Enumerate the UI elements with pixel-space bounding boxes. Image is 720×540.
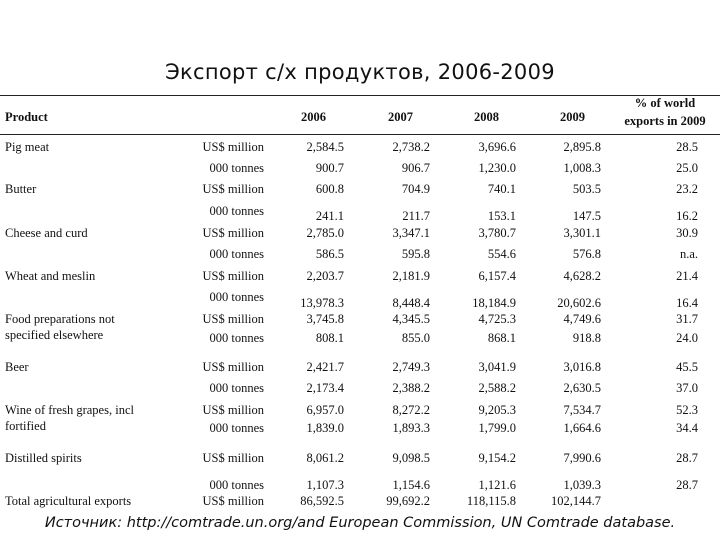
value-2006: 2,584.5 — [306, 140, 344, 154]
value-2008: 868.1 — [487, 331, 516, 345]
value-2009: 2,630.5 — [563, 381, 601, 395]
header-share-line1: % of world — [634, 96, 696, 110]
value-2007: 595.8 — [401, 247, 430, 261]
world-share: 52.3 — [676, 403, 698, 417]
product-label: Cheese and curd — [5, 226, 88, 240]
value-2007: 9,098.5 — [392, 451, 430, 465]
value-2006: 2,785.0 — [306, 226, 344, 240]
value-2009: 1,008.3 — [563, 161, 601, 175]
value-2006: 2,421.7 — [306, 360, 344, 374]
value-2007: 1,154.6 — [392, 478, 430, 492]
world-share: n.a. — [679, 247, 698, 261]
header-2008: 2008 — [474, 110, 499, 124]
value-2006: 1,107.3 — [306, 478, 344, 492]
product-label: Total agricultural exports — [5, 494, 132, 508]
product-label: Distilled spirits — [5, 451, 82, 465]
value-2008: 4,725.3 — [478, 312, 516, 326]
unit-cell: 000 tonnes — [209, 290, 264, 304]
source-note: Источник: http://comtrade.un.org/and European Commission, UN Comtrade database. — [44, 515, 676, 531]
product-label: Butter — [5, 182, 37, 196]
value-2006: 900.7 — [315, 161, 344, 175]
value-2007: 8,448.4 — [392, 296, 430, 310]
table-top-rule — [0, 95, 720, 96]
value-2008: 18,184.9 — [472, 296, 516, 310]
value-2007: 855.0 — [401, 331, 430, 345]
value-2007: 4,345.5 — [392, 312, 430, 326]
world-share: 28.7 — [676, 451, 698, 465]
value-2006: 2,203.7 — [306, 269, 344, 283]
world-share: 30.9 — [676, 226, 698, 240]
value-2009: 576.8 — [572, 247, 601, 261]
value-2007: 8,272.2 — [392, 403, 430, 417]
unit-cell: 000 tonnes — [209, 247, 264, 261]
product-label: Beer — [5, 360, 29, 374]
value-2009: 3,016.8 — [563, 360, 601, 374]
header-2007: 2007 — [388, 110, 413, 124]
unit-cell: US$ million — [202, 360, 264, 374]
world-share: 23.2 — [676, 182, 698, 196]
world-share: 28.5 — [676, 140, 698, 154]
unit-cell: 000 tonnes — [209, 161, 264, 175]
value-2006: 8,061.2 — [306, 451, 344, 465]
unit-cell: US$ million — [202, 269, 264, 283]
value-2006: 241.1 — [315, 209, 344, 223]
value-2007: 2,738.2 — [392, 140, 430, 154]
header-2009: 2009 — [560, 110, 585, 124]
value-2006: 86,592.5 — [300, 494, 344, 508]
product-label: specified elsewhere — [5, 328, 104, 342]
value-2009: 20,602.6 — [557, 296, 601, 310]
product-label: Wheat and meslin — [5, 269, 96, 283]
unit-cell: 000 tonnes — [209, 381, 264, 395]
value-2007: 2,388.2 — [392, 381, 430, 395]
table-header-rule — [0, 134, 720, 135]
header-share-line2: exports in 2009 — [624, 114, 706, 128]
unit-cell: 000 tonnes — [209, 331, 264, 345]
value-2008: 9,205.3 — [478, 403, 516, 417]
value-2006: 2,173.4 — [306, 381, 344, 395]
value-2008: 554.6 — [487, 247, 516, 261]
value-2008: 6,157.4 — [478, 269, 516, 283]
value-2009: 503.5 — [572, 182, 601, 196]
world-share: 16.4 — [676, 296, 698, 310]
value-2009: 1,664.6 — [563, 421, 601, 435]
product-label: Pig meat — [5, 140, 50, 154]
value-2009: 3,301.1 — [563, 226, 601, 240]
value-2008: 740.1 — [487, 182, 516, 196]
value-2006: 3,745.8 — [306, 312, 344, 326]
value-2009: 102,144.7 — [551, 494, 601, 508]
unit-cell: US$ million — [202, 226, 264, 240]
value-2007: 704.9 — [401, 182, 430, 196]
value-2009: 1,039.3 — [563, 478, 601, 492]
value-2007: 211.7 — [402, 209, 430, 223]
unit-cell: US$ million — [202, 494, 264, 508]
unit-cell: US$ million — [202, 140, 264, 154]
unit-cell: US$ million — [202, 182, 264, 196]
value-2006: 600.8 — [315, 182, 344, 196]
unit-cell: US$ million — [202, 451, 264, 465]
value-2008: 1,799.0 — [478, 421, 516, 435]
world-share: 21.4 — [676, 269, 698, 283]
value-2008: 3,780.7 — [478, 226, 516, 240]
value-2007: 906.7 — [401, 161, 430, 175]
product-label: Wine of fresh grapes, incl — [5, 403, 134, 417]
value-2009: 7,990.6 — [563, 451, 601, 465]
world-share: 31.7 — [676, 312, 698, 326]
value-2006: 6,957.0 — [306, 403, 344, 417]
world-share: 28.7 — [676, 478, 698, 492]
world-share: 37.0 — [676, 381, 698, 395]
world-share: 34.4 — [676, 421, 698, 435]
unit-cell: 000 tonnes — [209, 478, 264, 492]
value-2008: 3,041.9 — [478, 360, 516, 374]
value-2008: 1,121.6 — [478, 478, 516, 492]
value-2008: 118,115.8 — [466, 494, 516, 508]
world-share: 24.0 — [676, 331, 698, 345]
value-2006: 808.1 — [315, 331, 344, 345]
value-2008: 1,230.0 — [478, 161, 516, 175]
value-2006: 13,978.3 — [300, 296, 344, 310]
unit-cell: 000 tonnes — [209, 421, 264, 435]
value-2008: 3,696.6 — [478, 140, 516, 154]
value-2009: 2,895.8 — [563, 140, 601, 154]
value-2007: 1,893.3 — [392, 421, 430, 435]
page-title: Экспорт с/х продуктов, 2006-2009 — [165, 60, 555, 84]
world-share: 16.2 — [676, 209, 698, 223]
world-share: 25.0 — [676, 161, 698, 175]
product-label: fortified — [5, 419, 46, 433]
value-2008: 2,588.2 — [478, 381, 516, 395]
value-2009: 4,749.6 — [563, 312, 601, 326]
value-2006: 586.5 — [315, 247, 344, 261]
value-2007: 2,749.3 — [392, 360, 430, 374]
value-2009: 918.8 — [572, 331, 601, 345]
value-2009: 7,534.7 — [563, 403, 601, 417]
unit-cell: US$ million — [202, 403, 264, 417]
product-label: Food preparations not — [5, 312, 115, 326]
value-2006: 1,839.0 — [306, 421, 344, 435]
value-2008: 9,154.2 — [478, 451, 516, 465]
value-2007: 99,692.2 — [386, 494, 430, 508]
value-2007: 3,347.1 — [392, 226, 430, 240]
value-2008: 153.1 — [487, 209, 516, 223]
unit-cell: US$ million — [202, 312, 264, 326]
value-2007: 2,181.9 — [392, 269, 430, 283]
world-share: 45.5 — [676, 360, 698, 374]
value-2009: 147.5 — [572, 209, 601, 223]
header-product: Product — [5, 110, 48, 124]
value-2009: 4,628.2 — [563, 269, 601, 283]
unit-cell: 000 tonnes — [209, 204, 264, 218]
header-2006: 2006 — [301, 110, 326, 124]
